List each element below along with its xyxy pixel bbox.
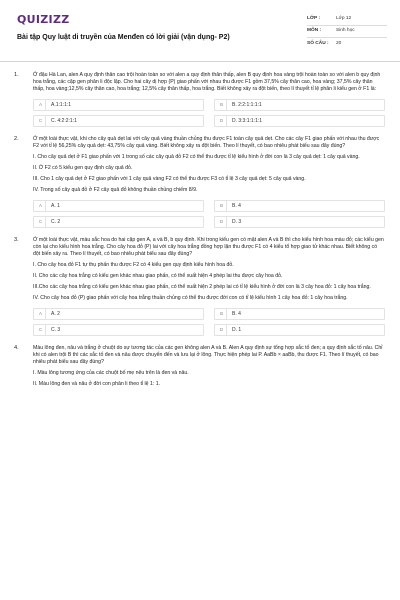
option-text: A. 1 [51, 202, 60, 209]
answer-option-d[interactable] [214, 216, 385, 228]
answer-option-c[interactable] [33, 324, 204, 336]
answer-option-c[interactable] [33, 216, 204, 228]
option-text: A.1:1:1:1 [51, 101, 72, 108]
option-letter: C [36, 325, 46, 335]
meta-key: SỐ CÂU : [307, 41, 329, 47]
meta-value: Lớp 12 [336, 15, 352, 21]
question-statement: I. Cho cây quả dẹt ở F1 giao phấn với 1 trong số các cây quả đỏ F2 có thể thu được tỉ lệ kiểu hình ở đời con là 3 cây quả dẹt: 1 cây quả vàng. [33, 154, 360, 161]
option-text: B. 2:2:1:1:1:1 [232, 101, 262, 108]
question-statement: II. Màu lông đen và nâu ở đời con phân li theo tỉ lệ 1: 1. [33, 381, 161, 388]
option-letter: B [217, 201, 227, 211]
meta-row-subject [307, 26, 387, 39]
question-statement: III.Cho các cây hoa trắng có kiểu gen khác nhau giao phấn, có thể xuất hiện 2 phép lai có tỉ lệ kiểu hình ở đời con là 3 cây hoa đỏ: 1 cây hoa trắng. [33, 284, 371, 291]
question-text: Ở đậu Hà Lan, alen A quy định thân cao trội hoàn toàn so với alen a quy định thân thấp, alen B quy định hoa vàng trội hoàn toàn so với alen b quy định hoa trắng, các cặp gen phân li độc lập. Cho hai cây dị hợp (P) giao phấn với nhau thu được F1 gồm 37,5% cây thân cao, hoa vàng; 37,5% cây thân thấp, hoa vàng;12,5% cây thân cao, hoa trắng; 12,5% cây thân thấp, hoa trắng. Biết không xảy ra đột biến, theo lí thuyết tỉ lệ phân li kiểu gen ở F1 là: [33, 72, 381, 93]
question-1 [0, 72, 400, 127]
quizizz-logo: QUIZIZZ [17, 13, 70, 26]
worksheet-title: Bài tập Quy luật di truyền của Menđen có lời giải (vận dụng- P2) [17, 34, 230, 41]
option-letter: B [217, 309, 227, 319]
answer-option-a[interactable] [33, 308, 204, 320]
question-statement: IV. Trong số cây quả đỏ ở F2 cây quả đỏ không thuần chủng chiếm 8/9. [33, 187, 198, 194]
option-text: C. 4:2:2:1:1 [51, 117, 77, 124]
option-letter: B [217, 100, 227, 110]
question-statement: I. Cho cây hoa đỏ F1 tự thụ phấn thu được F2 có 4 kiểu gen quy định kiểu hình hoa đỏ. [33, 262, 234, 269]
option-text: B. 4 [232, 202, 241, 209]
question-number: 3. [14, 237, 19, 244]
question-text: Ở một loài thực vật, khi cho cây quả dẹt lai với cây quả vàng thuần chủng thu được F1 toàn cây quả dẹt. Cho các cây F1 giao phấn với nhau thu được F2 với tỉ lệ 56,25% cây quả dẹt: 43,75% cây quả vàng. Biết không xảy ra đột biến. Theo lí thuyết, có bao nhiêu phát biểu sau đây đúng? [33, 136, 380, 150]
option-letter: A [36, 100, 46, 110]
question-4 [0, 345, 400, 388]
option-letter: A [36, 309, 46, 319]
meta-row-question-count [307, 38, 387, 51]
question-statement: IV. Cho cây hoa đỏ (P) giao phấn với cây hoa trắng thuần chủng có thể thu được đời con có tỉ lệ kiểu hình 1 cây hoa đỏ: 1 cây hoa trắng. [33, 295, 348, 302]
answer-option-d[interactable] [214, 115, 385, 127]
question-number: 2. [14, 136, 19, 143]
question-text: Màu lông đen, nâu và trắng ở chuột do sự tương tác của các gen không alen A và B. Alen A quy định sự tổng hợp sắc tố đen; a quy định sắc tố nâu. Chỉ khi có alen trội B thì các sắc tố đen và nâu được chuyển đến và lưu lại ở lông. Thực hiện phép lai P. AaBb × aaBb, thu được F1. Theo lí thuyết, có bao nhiêu phát biểu sau đây đúng? [33, 345, 383, 366]
question-statement: II. Cho các cây hoa trắng có kiểu gen khác nhau giao phấn, có thể xuất hiện 4 phép lai thu được cây hoa đỏ. [33, 273, 283, 280]
option-text: C. 3 [51, 326, 61, 333]
option-letter: D [217, 217, 227, 227]
question-statement: I. Màu lông tương ứng của các chuột bố mẹ nêu trên là đen và nâu. [33, 370, 189, 377]
question-2 [0, 136, 400, 228]
option-letter: C [36, 217, 46, 227]
answer-option-a[interactable] [33, 99, 204, 111]
option-letter: D [217, 325, 227, 335]
option-text: A. 2 [51, 310, 60, 317]
answer-option-a[interactable] [33, 200, 204, 212]
answer-option-b[interactable] [214, 99, 385, 111]
option-text: B. 4 [232, 310, 241, 317]
option-letter: C [36, 116, 46, 126]
meta-value: Sinh học [336, 28, 355, 34]
answer-options [33, 99, 385, 127]
meta-key: LỚP : [307, 15, 321, 21]
worksheet-meta [307, 13, 387, 51]
answer-option-b[interactable] [214, 308, 385, 320]
question-3 [0, 237, 400, 336]
option-text: D. 3:3:1:1:1:1 [232, 117, 263, 124]
question-number: 1. [14, 72, 19, 78]
meta-key: MÔN : [307, 28, 322, 34]
question-list [0, 72, 400, 397]
answer-option-d[interactable] [214, 324, 385, 336]
meta-row-class [307, 13, 387, 26]
question-statement: III. Cho 1 cây quả dẹt ở F2 giao phấn với 1 cây quả vàng F2 có thể thu được F3 có tỉ lệ 3 cây quả dẹt: 5 cây quả vàng. [33, 176, 306, 183]
option-letter: D [217, 116, 227, 126]
question-number: 4. [14, 345, 19, 352]
option-text: C. 2 [51, 218, 61, 225]
answer-option-b[interactable] [214, 200, 385, 212]
worksheet-header [0, 0, 400, 62]
question-statement: II. Ở F2 có 5 kiểu gen quy định cây quả đỏ. [33, 165, 133, 172]
option-text: D. 1 [232, 326, 242, 333]
answer-options [33, 308, 385, 336]
question-text: Ở một loài thực vật, màu sắc hoa do hai cặp gen A, a và B, b quy định. Khi trong kiểu gen có mặt alen A và B thì cho kiểu hình hoa màu đỏ; các kiểu gen còn lại cho kiểu hình hoa trắng. Cho cây hoa đỏ (P) lai với cây hoa trắng đồng hợp lặn thu được F1 có 4 kiểu tổ hợp giao tử khác nhau. Biết không có đột biến xảy ra. Theo lí thuyết, có bao nhiêu phát biểu sau đây đúng? [33, 237, 384, 258]
answer-options [33, 200, 385, 228]
option-text: D. 3 [232, 218, 242, 225]
meta-value: 20 [336, 41, 342, 47]
option-letter: A [36, 201, 46, 211]
answer-option-c[interactable] [33, 115, 204, 127]
